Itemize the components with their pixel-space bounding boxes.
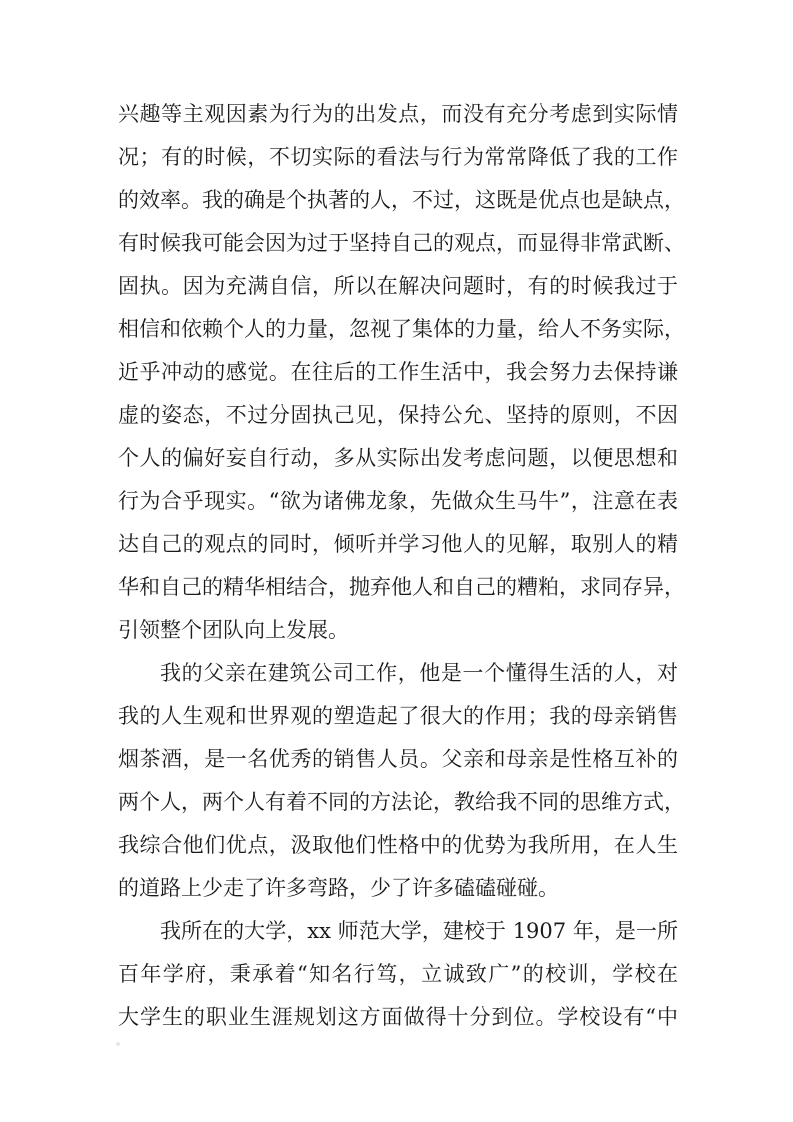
text-line: 兴趣等主观因素为行为的出发点，而没有充分考虑到实际情 xyxy=(118,102,678,126)
text-line: 我所在的大学，xx 师范大学，建校于 1907 年，是一所 xyxy=(160,919,678,943)
text-line: 固执。因为充满自信，所以在解决问题时，有的时候我过于 xyxy=(118,274,678,298)
text-line: 的效率。我的确是个执著的人，不过，这既是优点也是缺点， xyxy=(118,188,685,212)
text-line: 我的父亲在建筑公司工作，他是一个懂得生活的人，对 xyxy=(160,661,678,685)
text-line: 近乎冲动的感觉。在往后的工作生活中，我会努力去保持谦 xyxy=(118,360,678,384)
text-line: 行为合乎现实。“欲为诸佛龙象，先做众生马牛”，注意在表 xyxy=(118,489,678,513)
page-speck-decoration xyxy=(116,1042,120,1046)
paragraph-1 xyxy=(118,93,685,652)
text-line: 达自己的观点的同时，倾听并学习他人的见解，取别人的精 xyxy=(118,532,678,556)
paragraph-2 xyxy=(118,652,685,910)
document-body xyxy=(118,93,685,1039)
text-line: 我的人生观和世界观的塑造起了很大的作用；我的母亲销售 xyxy=(118,704,678,728)
paragraph-3 xyxy=(118,910,678,1039)
text-line: 个人的偏好妄自行动，多从实际出发考虑问题，以便思想和 xyxy=(118,446,678,470)
text-line: 华和自己的精华相结合，抛弃他人和自己的糟粕，求同存异， xyxy=(118,575,685,599)
text-line: 虚的姿态，不过分固执己见，保持公允、坚持的原则，不因 xyxy=(118,403,678,427)
text-line: 引领整个团队向上发展。 xyxy=(118,618,349,642)
text-line: 两个人，两个人有着不同的方法论，教给我不同的思维方式， xyxy=(118,790,685,814)
text-line: 大学生的职业生涯规划这方面做得十分到位。学校设有“中 xyxy=(118,1005,678,1029)
text-line: 相信和依赖个人的力量，忽视了集体的力量，给人不务实际， xyxy=(118,317,685,341)
text-line: 有时候我可能会因为过于坚持自己的观点，而显得非常武断、 xyxy=(118,231,685,255)
text-line: 烟茶酒，是一名优秀的销售人员。父亲和母亲是性格互补的 xyxy=(118,747,678,771)
text-line: 况；有的时候，不切实际的看法与行为常常降低了我的工作 xyxy=(118,145,678,169)
text-line: 的道路上少走了许多弯路，少了许多磕磕碰碰。 xyxy=(118,876,559,900)
text-line: 我综合他们优点，汲取他们性格中的优势为我所用，在人生 xyxy=(118,833,678,857)
text-line: 百年学府，秉承着“知名行笃，立诚致广”的校训，学校在 xyxy=(118,962,678,986)
